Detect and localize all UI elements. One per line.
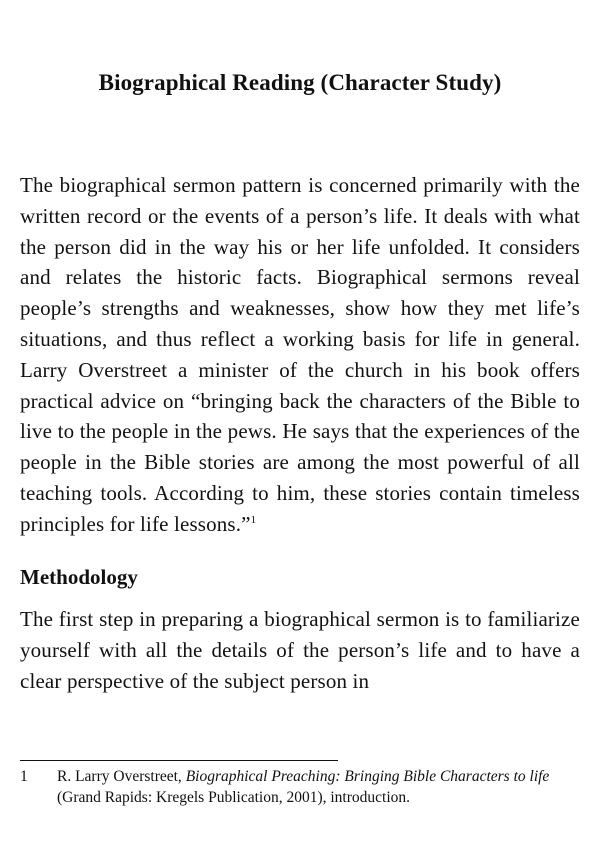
- page-title: Biographical Reading (Character Study): [98, 70, 502, 95]
- intro-paragraph-text: The biographical sermon pattern is concerned primarily with the written record or the events of a person’s life. It deals with what the person did in the way his or her life unfolded. It considers and relates the historic facts. Biographical sermons reveal people’s strengths and weaknesses, show how they met life’s situations, and thus reflect a working basis for life in general. Larry Overstreet a minister of the church in his book offers practical advice on “bringing back the characters of the Bible to live to the people in the pews. He says that the experiences of the people in the Bible stories are among the most powerful of all teaching tools. According to him, these stories contain timeless principles for life lessons.”: [20, 173, 580, 536]
- footnote-publication: (Grand Rapids: Kregels Publication, 2001), introduction.: [57, 789, 410, 806]
- section-heading-methodology: Methodology: [20, 565, 138, 589]
- footnote-number: 1: [20, 768, 28, 785]
- footnote-reference: 1: [250, 513, 257, 526]
- footnote-divider: [20, 760, 338, 761]
- methodology-paragraph: The first step in preparing a biographical sermon is to familiarize yourself with all the details of the person’s life and to have a clear perspective of the subject person in: [20, 607, 580, 693]
- footnote-author: R. Larry Overstreet,: [57, 768, 186, 785]
- footnote-book-title: Biographical Preaching: Bringing Bible Characters to life: [185, 768, 550, 785]
- footnote-text: [57, 766, 580, 808]
- intro-paragraph: [20, 170, 580, 540]
